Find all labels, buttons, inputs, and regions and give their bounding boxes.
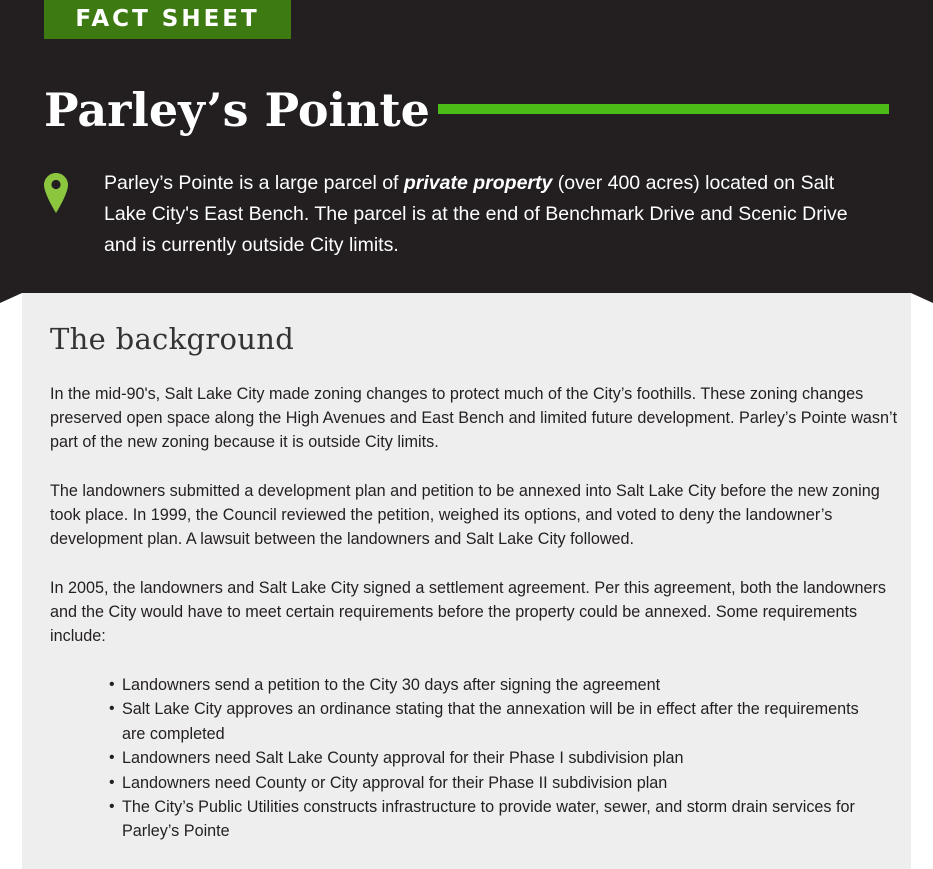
page-title: Parley’s Pointe (44, 83, 430, 137)
paragraph: In the mid-90's, Salt Lake City made zoning changes to protect much of the City’s foothills. These zoning changes preserved open space along the High Avenues and East Bench and limited future development. Parley’s Pointe wasn’t part of the new zoning because it is outside City limits. (50, 385, 898, 451)
requirements-list (108, 673, 868, 844)
header-tab-right (911, 293, 933, 303)
paragraph: In 2005, the landowners and Salt Lake City signed a settlement agreement. Per this agreement, both the landowners and the City would have to meet certain requirements before the property could be annexed. Some requirements include: (50, 579, 886, 645)
header-tab-left (0, 293, 22, 303)
title-divider (438, 104, 889, 114)
paragraph: The landowners submitted a development plan and petition to be annexed into Salt Lake City before the new zoning took place. In 1999, the Council reviewed the petition, weighed its options, and voted to deny the landowner’s development plan. A lawsuit between the landowners and Salt Lake City followed. (50, 482, 880, 548)
fact-sheet-badge: FACT SHEET (44, 0, 291, 39)
list-item: • Landowners need County or City approval for their Phase II subdivision plan (109, 773, 668, 792)
list-item: • The City’s Public Utilities constructs infrastructure to provide water, sewer, and storm drain services for Parley’s Pointe (109, 798, 855, 841)
intro-emphasis: private property (403, 172, 553, 194)
map-pin-icon (43, 172, 69, 214)
section-heading: The background (50, 322, 295, 356)
list-item: • Landowners need Salt Lake County approval for their Phase I subdivision plan (109, 749, 684, 768)
list-item: • Salt Lake City approves an ordinance stating that the annexation will be in effect after the requirements are completed (109, 700, 859, 743)
header-banner (0, 0, 933, 293)
intro-text: Parley’s Pointe is a large parcel of private property (over 400 acres) located on Salt Lake City's East Bench. The parcel is at the end of Benchmark Drive and Scenic Drive and is currently outside City limits. (104, 172, 848, 256)
list-item: • Landowners send a petition to the City 30 days after signing the agreement (109, 676, 661, 694)
